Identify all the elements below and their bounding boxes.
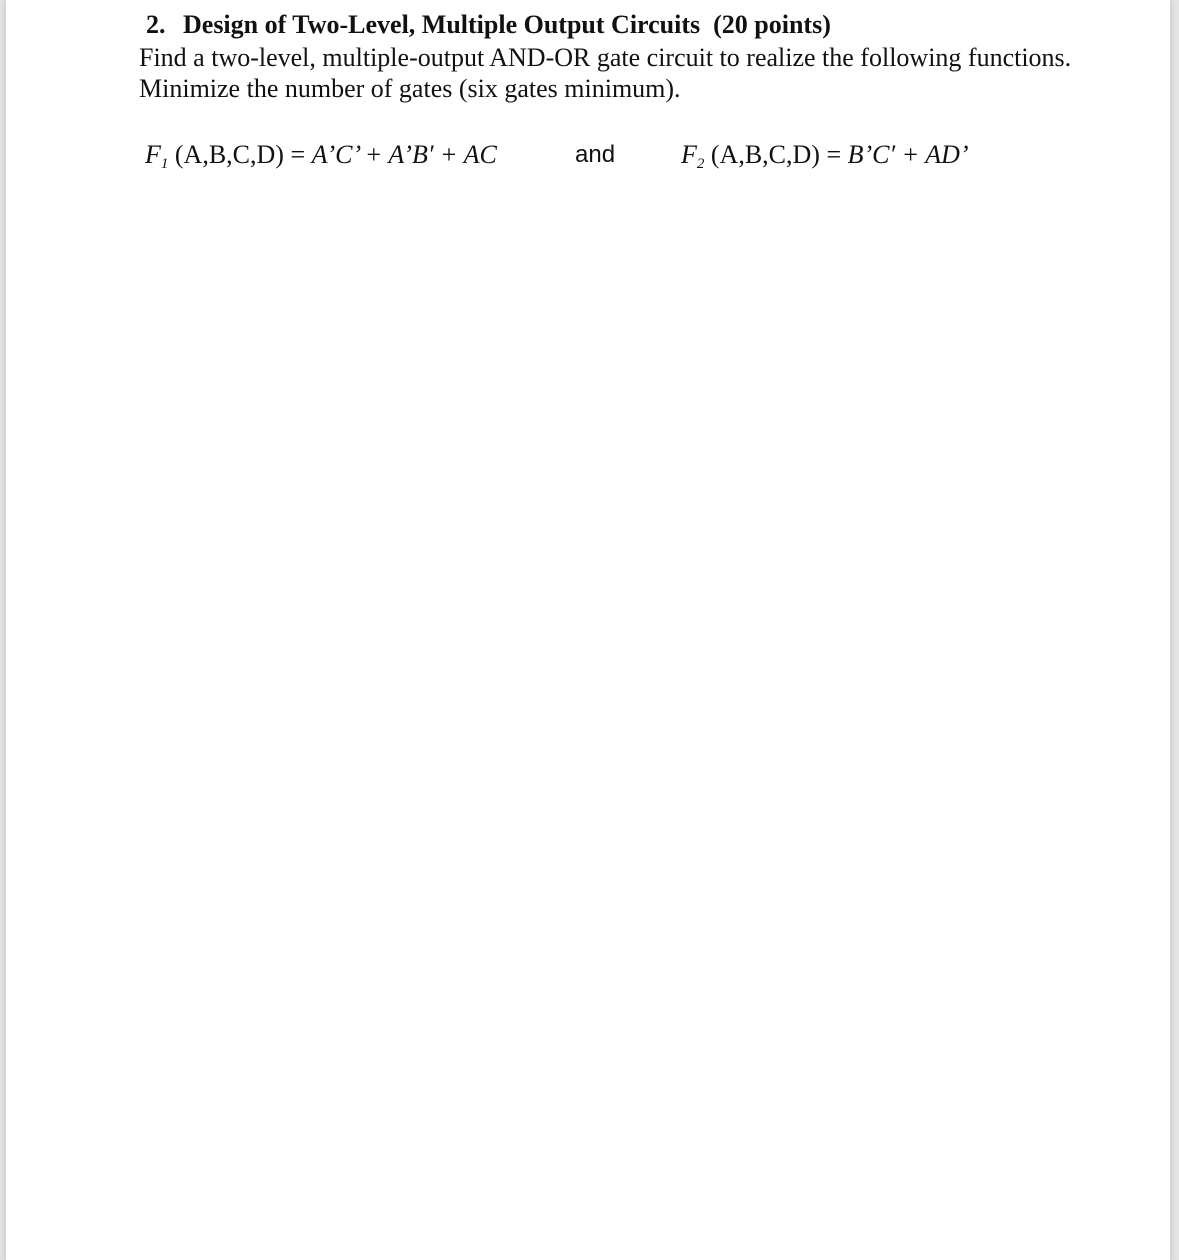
- problem-number: 2.: [146, 10, 166, 39]
- problem-title: Design of Two-Level, Multiple Output Circuits: [183, 10, 701, 39]
- f1-expression: A’C’ + A’B′ + AC: [311, 140, 497, 169]
- f1-subscript: 1: [160, 156, 169, 172]
- equation-f1: [145, 138, 497, 172]
- f1-args: (A,B,C,D) =: [168, 140, 312, 169]
- problem-heading: [139, 8, 1139, 42]
- document-page: [6, 0, 1170, 1260]
- instruction-line-2: Minimize the number of gates (six gates minimum).: [139, 74, 681, 103]
- f2-name: F: [681, 140, 697, 169]
- f1-name: F: [145, 140, 161, 169]
- f2-expression: B’C′ + AD’: [847, 140, 969, 169]
- equations-row: [139, 138, 1139, 172]
- and-connector: and: [575, 141, 616, 168]
- problem-points: (20 points): [713, 10, 831, 39]
- equation-f2: [681, 138, 969, 172]
- problem-block: [139, 8, 1139, 172]
- f2-args: (A,B,C,D) =: [704, 140, 848, 169]
- instruction-line-1: Find a two-level, multiple-output AND-OR gate circuit to realize the following functions.: [139, 43, 1072, 72]
- f2-subscript: 2: [696, 156, 705, 172]
